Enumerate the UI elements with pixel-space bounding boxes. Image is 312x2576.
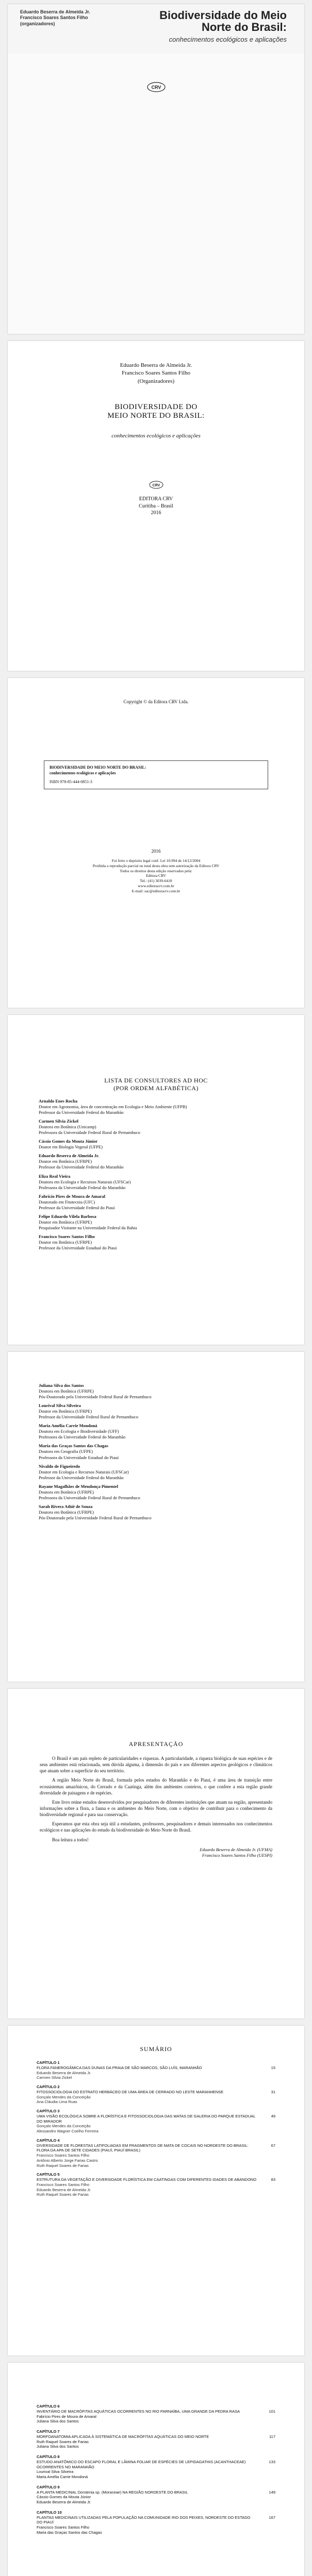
toc-item[interactable] [37,2429,275,2449]
consultant-name: Juliana Silva dos Santos [39,1383,84,1388]
toc-title-row [37,2143,275,2154]
toc-item[interactable] [37,2485,275,2505]
toc-title-row [37,2460,275,2470]
presentation-signature: Eduardo Beserra de Almeida Jr. (UFMA) Francisco Soares Santos Filho (UESPI) [200,1846,272,1858]
toc-title-row [37,2177,275,2182]
toc-title-row [37,2434,275,2439]
consultant-description: Doutor em Botânica (UFRPE) Pesquisador Visitante na Universidade Federal da Bahia [39,1219,137,1230]
consultant-description: Doutor em Agronomia, área de concentração em Ecologia e Meio Ambiente (UFPB) Professor da Universidade Federal do Maranhão [39,1104,187,1115]
toc-page-number: 49 [271,2113,275,2119]
toc-title-row [37,2065,275,2071]
consultant-description: Doutor em Botânica (UFRPE) Professor da Universidade Federal Rural de Pernambuco [39,1409,139,1420]
toc-item[interactable] [37,2404,275,2424]
toc-chapter-authors: Gonçalo Mendes da Conceição Alessandro Wagner Coelho Ferreira [37,2124,98,2133]
catalog-title: BIODIVERSIDADE DO MEIO NORTE DO BRASIL: conhecimentos ecológicos e aplicações [50,765,146,775]
consultant-entry [39,1464,273,1481]
presentation-paragraph: O Brasil é um país repleto de particularidades e riquezas. A particularidade, a riqueza biológica de suas espécies e de seus ambientes está relacionada, sem dúvida alguma, à dimensão do país e aos diferentes aspectos geológicos e climáticos que atuam sobre a superfície do seu território. [40,1756,272,1774]
presentation-closing: Boa leitura a todos! [52,1837,89,1842]
toc-title-row [37,2409,275,2414]
consultants-page-2 [8,1352,304,1682]
toc-chapter-authors: Ruth Raquel Soares de Farias Juliana Silva dos Santos [37,2439,89,2449]
toc-title-row [37,2490,275,2495]
toc-chapter-title: ESTRUTURA DA VEGETAÇÃO E DIVERSIDADE FLORÍSTICA EM CAATINGAS COM DIFERENTES IDADES DE ABANDONO [37,2177,257,2182]
consultant-name: Nivaldo de Figueiredo [39,1463,80,1469]
toc-list [37,2060,275,2197]
publisher-name: EDITORA CRV [139,496,173,502]
toc-chapter-title: DIVERSIDADE DE FLORESTAS LATIFOLIADAS EM FRAGMENTOS DE MATA DE COCAIS NO NORDESTE DO BRASIL: FLORA DA APA DE SETE CIDADES (PIAUÍ, PIAUÍ BRASIL) [37,2143,249,2153]
consultant-name: Maria das Graças Santos das Chagas [39,1443,108,1449]
presentation-heading: APRESENTAÇÃO [128,1740,184,1748]
consultant-name: Carmen Silvia Zickel [39,1118,78,1124]
consultant-name: Maria Amélia Carrie Mondoná [39,1423,97,1429]
presentation-page [8,1689,304,2019]
title-page-subtitle: conhecimentos ecológicos e aplicações [111,433,201,439]
consultant-description: Doutor em Ecologia e Recursos Naturais (UFSCar) Professor da Universidade Federal do Maranhão [39,1469,129,1480]
toc-heading: SUMÁRIO [140,2045,172,2053]
consultants-list-2 [39,1383,273,1521]
toc-chapter-authors: Francisco Soares Santos Filho Antônio Alberto Jorge Farias Castro Ruth Raquel Soares de Farias [37,2153,98,2168]
consultant-description: Doutor em Botânica (UFRPE) Professor da Universidade Estadual do Piauí [39,1239,117,1251]
consultant-entry [39,1118,273,1136]
consultant-description: Doutora em Botânica (Unicamp) Professora da Universidade Federal Rural de Pernambuco [39,1124,140,1136]
catalog-card [44,760,268,789]
consultant-description: Doutora em Ecologia e Recursos Naturais (UFSCar) Professora da Universidade Federal do Maranhão [39,1179,131,1190]
consultant-entry [39,1214,273,1231]
consultant-entry [39,1423,273,1440]
toc-item[interactable] [37,2510,275,2535]
consultant-description: Doutor em Biologia Vegetal (UFPE) [39,1144,103,1150]
presentation-paragraph: A região Meio Norte do Brasil, formada pelos estados do Maranhão e do Piauí, é uma área de transição entre ecossistemas amazônicos, do Cerrado e da Caatinga, além dos ambientes costeiros, o que confere a esta região grande diversidade de paisagens e de espécies. [40,1777,272,1795]
toc-chapter-authors: Francisco Soares Santos Filho Maria das Graças Santos das Chagas [37,2525,102,2535]
toc-title-row [37,2114,275,2124]
table-of-contents-page [8,2026,304,2355]
copyright-page [8,678,304,1008]
toc-chapter-title: ESTUDO ANATÔMICO DO ESCAPO FLORAL E LÂMINA FOLIAR DE ESPÉCIES DE LEPIDAGATHIS (ACANTHACEAE) OCORRENTES NO MARANHÃO [37,2459,246,2469]
toc-item[interactable] [37,2060,275,2080]
toc-page-number: 83 [271,2177,275,2182]
consultant-description: Doutora em Ecologia e Biodiversidade (UFF) Professora da Universidade Federal do Maranhão [39,1429,126,1440]
toc-chapter-number: CAPÍTULO 7 [37,2429,60,2434]
consultants-list [39,1098,273,1251]
consultant-description: Doutorado em Fitotecnia (UFC) Professor da Universidade Federal do Piauí [39,1199,115,1210]
consultant-name: Eliza Real Vieira [39,1173,71,1179]
toc-item[interactable] [37,2454,275,2480]
consultant-name: Francisco Soares Santos Filho [39,1233,95,1239]
consultant-name: Rayane Magalhães de Mendonça Pimentel [39,1483,118,1489]
toc-page-number: 31 [271,2089,275,2094]
toc-chapter-authors: Gonçalo Mendes da Conceição Ana Cláudia Lima Ruas [37,2094,91,2105]
consultant-entry [39,1504,273,1521]
toc-title-row [37,2515,275,2526]
toc-page-number: 117 [269,2434,275,2439]
consultant-description: Doutor em Botânica (UFRPE) Professor da Universidade Federal do Maranhão [39,1159,124,1170]
consultant-description: Doutora em Geografia (UFPE) Professora da Universidade Estadual do Piauí [39,1449,119,1460]
title-page-title: BIODIVERSIDADE DO MEIO NORTE DO BRASIL: [107,403,205,420]
consultant-entry [39,1403,273,1420]
toc-chapter-number: CAPÍTULO 5 [37,2172,60,2177]
publisher-logo-text: CRV [151,84,161,90]
toc-chapter-authors: Lourival Silva Silveira Maria Amélia Carrie Mondoná [37,2469,88,2479]
consultant-name: Cássio Gomes da Mouta Júnior [39,1139,98,1144]
copyright-year: 2016 [151,849,161,854]
consultant-description: Doutora em Botânica (UFRPE) Pós-Doutorado pela Universidade Federal Rural de Pernambuco [39,1388,152,1400]
title-page-publisher-block [8,496,304,517]
toc-chapter-number: CAPÍTULO 1 [37,2060,60,2065]
toc-chapter-number: CAPÍTULO 9 [37,2484,60,2489]
consultant-entry [39,1153,273,1170]
toc-chapter-title: A PLANTA MEDICINAL Dorstenia sp. (Moraceae) NA REGIÃO NORDESTE DO BRASIL [37,2489,188,2495]
consultant-entry [39,1098,273,1115]
toc-page-number: 133 [269,2459,275,2464]
consultant-entry [39,1383,273,1400]
toc-chapter-number: CAPÍTULO 6 [37,2404,60,2409]
catalog-isbn: ISBN 978-85-444-0851-3 [50,779,92,784]
cover-art [8,54,304,334]
toc-chapter-title: PLANTAS MEDICINAIS UTILIZADAS PELA POPULAÇÃO NA COMUNIDADE RIO DOS PEIXES, NORDESTE DO ESTADO DO PIAUÍ [37,2515,251,2525]
consultant-entry [39,1194,273,1211]
consultant-name: Eduardo Beserra de Almeida Jr. [39,1153,100,1159]
toc-item[interactable] [37,2109,275,2134]
toc-chapter-authors: Francisco Soares Santos Filho Eduardo Beserra de Almeida Jr. Ruth Raquel Soares de Farias [37,2182,91,2197]
publisher-city: Curitiba – Brasil [139,503,173,509]
toc-chapter-title: UMA VISÃO ECOLÓGICA SOBRE A FLORÍSTICA E FITOSSOCIOLOGIA DAS MATAS DE GALERIA DO PARQUE ESTADUAL DO MIRADOR [37,2113,256,2124]
toc-chapter-title: INVENTÁRIO DE MACRÓFITAS AQUÁTICAS OCORRENTES NO RIO PARNAÍBA, UMA GRANDE DA PEDRA RASA [37,2409,240,2414]
presentation-paragraph: Esperamos que esta obra seja útil a estudantes, professores, pesquisadores e demais interessados nos conhecimentos ecológicos e nas aplicações do estudo da biodiversidade do Meio Norte do Brasil. [40,1821,272,1833]
cover-authors: Eduardo Beserra de Almeida Jr. Francisco Soares Santos Filho (organizadores) [20,9,90,26]
toc-page-number: 101 [269,2409,275,2414]
toc-chapter-title: FLORA FANEROGÂMICA DAS DUNAS DA PRAIA DE SÃO MARCOS, SÃO LUÍS, MARANHÃO [37,2065,202,2070]
presentation-paragraph: Este livro reúne estudos desenvolvidos por pesquisadores de diferentes instituições que atuam na região, apresentando informações sobre a flora, a fauna e os ambientes do Meio Norte, com o objetivo de contribuir para o conhecimento da biodiversidade regional e para sua conservação. [40,1799,272,1818]
consultant-entry [39,1484,273,1501]
consultant-name: Arnaldo Enes Rocha [39,1098,78,1104]
consultant-description: Doutora em Botânica (UFRPE) Pós-Doutorado pela Universidade Federal Rural de Pernambuco [39,1509,152,1520]
consultant-name: Lourival Silva Silveira [39,1403,81,1409]
toc-chapter-authors: Fabrício Pires de Moura de Amaral Juliana Silva dos Santos [37,2414,96,2424]
toc-list-2 [37,2404,275,2535]
toc-item[interactable] [37,2138,275,2168]
toc-chapter-number: CAPÍTULO 4 [37,2138,60,2143]
copyright-line: Copyright © da Editora CRV Ltda. [123,699,189,704]
consultant-name: Sarah Rivera Athié de Souza [39,1503,93,1509]
toc-chapter-number: CAPÍTULO 10 [37,2510,62,2515]
consultant-entry [39,1234,273,1251]
consultant-description: Doutora em Botânica (UFRPE) Professora da Universidade Federal Rural de Pernambuco [39,1489,140,1500]
publisher-logo-icon [149,480,164,492]
cover-subtitle: conhecimentos ecológicos e aplicações [169,36,287,43]
cover-title: Biodiversidade do Meio Norte do Brasil: [159,9,287,34]
toc-page-number: 167 [269,2515,275,2520]
title-page [8,341,304,671]
toc-page-number: 149 [269,2489,275,2495]
toc-item[interactable] [37,2084,275,2105]
toc-chapter-title: FITOSSOCIOLOGIA DO ESTRATO HERBÁCEO DE UMA ÁREA DE CERRADO NO LESTE MARANHENSE [37,2089,224,2094]
toc-item[interactable] [37,2172,275,2197]
toc-chapter-authors: Eduardo Beserra de Almeida Jr. Carmen Silvia Zickel [37,2070,91,2080]
consultant-entry [39,1443,273,1460]
presentation-closing-wrap [40,1837,272,1843]
table-of-contents-page-2 [8,2363,304,2576]
toc-chapter-number: CAPÍTULO 2 [37,2084,60,2089]
consultant-name: Felipe Eduardo Vilela Barbosa [39,1213,96,1219]
consultant-entry [39,1174,273,1191]
consultant-entry [39,1139,273,1150]
consultant-name: Fabrício Pires de Moura de Amaral [39,1193,105,1199]
copyright-address: Foi feito o depósito legal conf. Lei 10.994 de 14/12/2004 Proibida a reprodução parcial ou total desta obra sem autorização da Editora CRV Todos os direitos desta edição reservados pela: Editora CRV Tel.: (41) 3039-6418 www.editoracrv.com.br E-mail: sac@editoracrv.com.br [92,858,220,893]
cover-page [8,4,304,334]
toc-chapter-title: MORFOANATOMIA APLICADA À SISTEMÁTICA DE MACRÓFITAS AQUÁTICAS DO MEIO NORTE [37,2434,209,2439]
consultants-heading: LISTA DE CONSULTORES AD HOC (POR ORDEM ALFABÉTICA) [104,1077,208,1092]
publisher-logo-icon [146,81,166,95]
toc-chapter-number: CAPÍTULO 3 [37,2109,60,2113]
toc-chapter-authors: Cássio Gomes da Mouta Júnior Eduardo Beserra de Almeida Jr. [37,2495,91,2504]
toc-chapter-number: CAPÍTULO 8 [37,2454,60,2459]
consultants-page [8,1015,304,1345]
title-page-editors: Eduardo Beserra de Almeida Jr. Francisco Soares Santos Filho (Organizadores) [120,362,192,384]
toc-page-number: 67 [271,2143,275,2148]
presentation-body [40,1755,272,1834]
publisher-logo-text: CRV [152,484,160,487]
toc-page-number: 15 [271,2065,275,2070]
publication-year: 2016 [151,510,161,516]
toc-title-row [37,2090,275,2095]
